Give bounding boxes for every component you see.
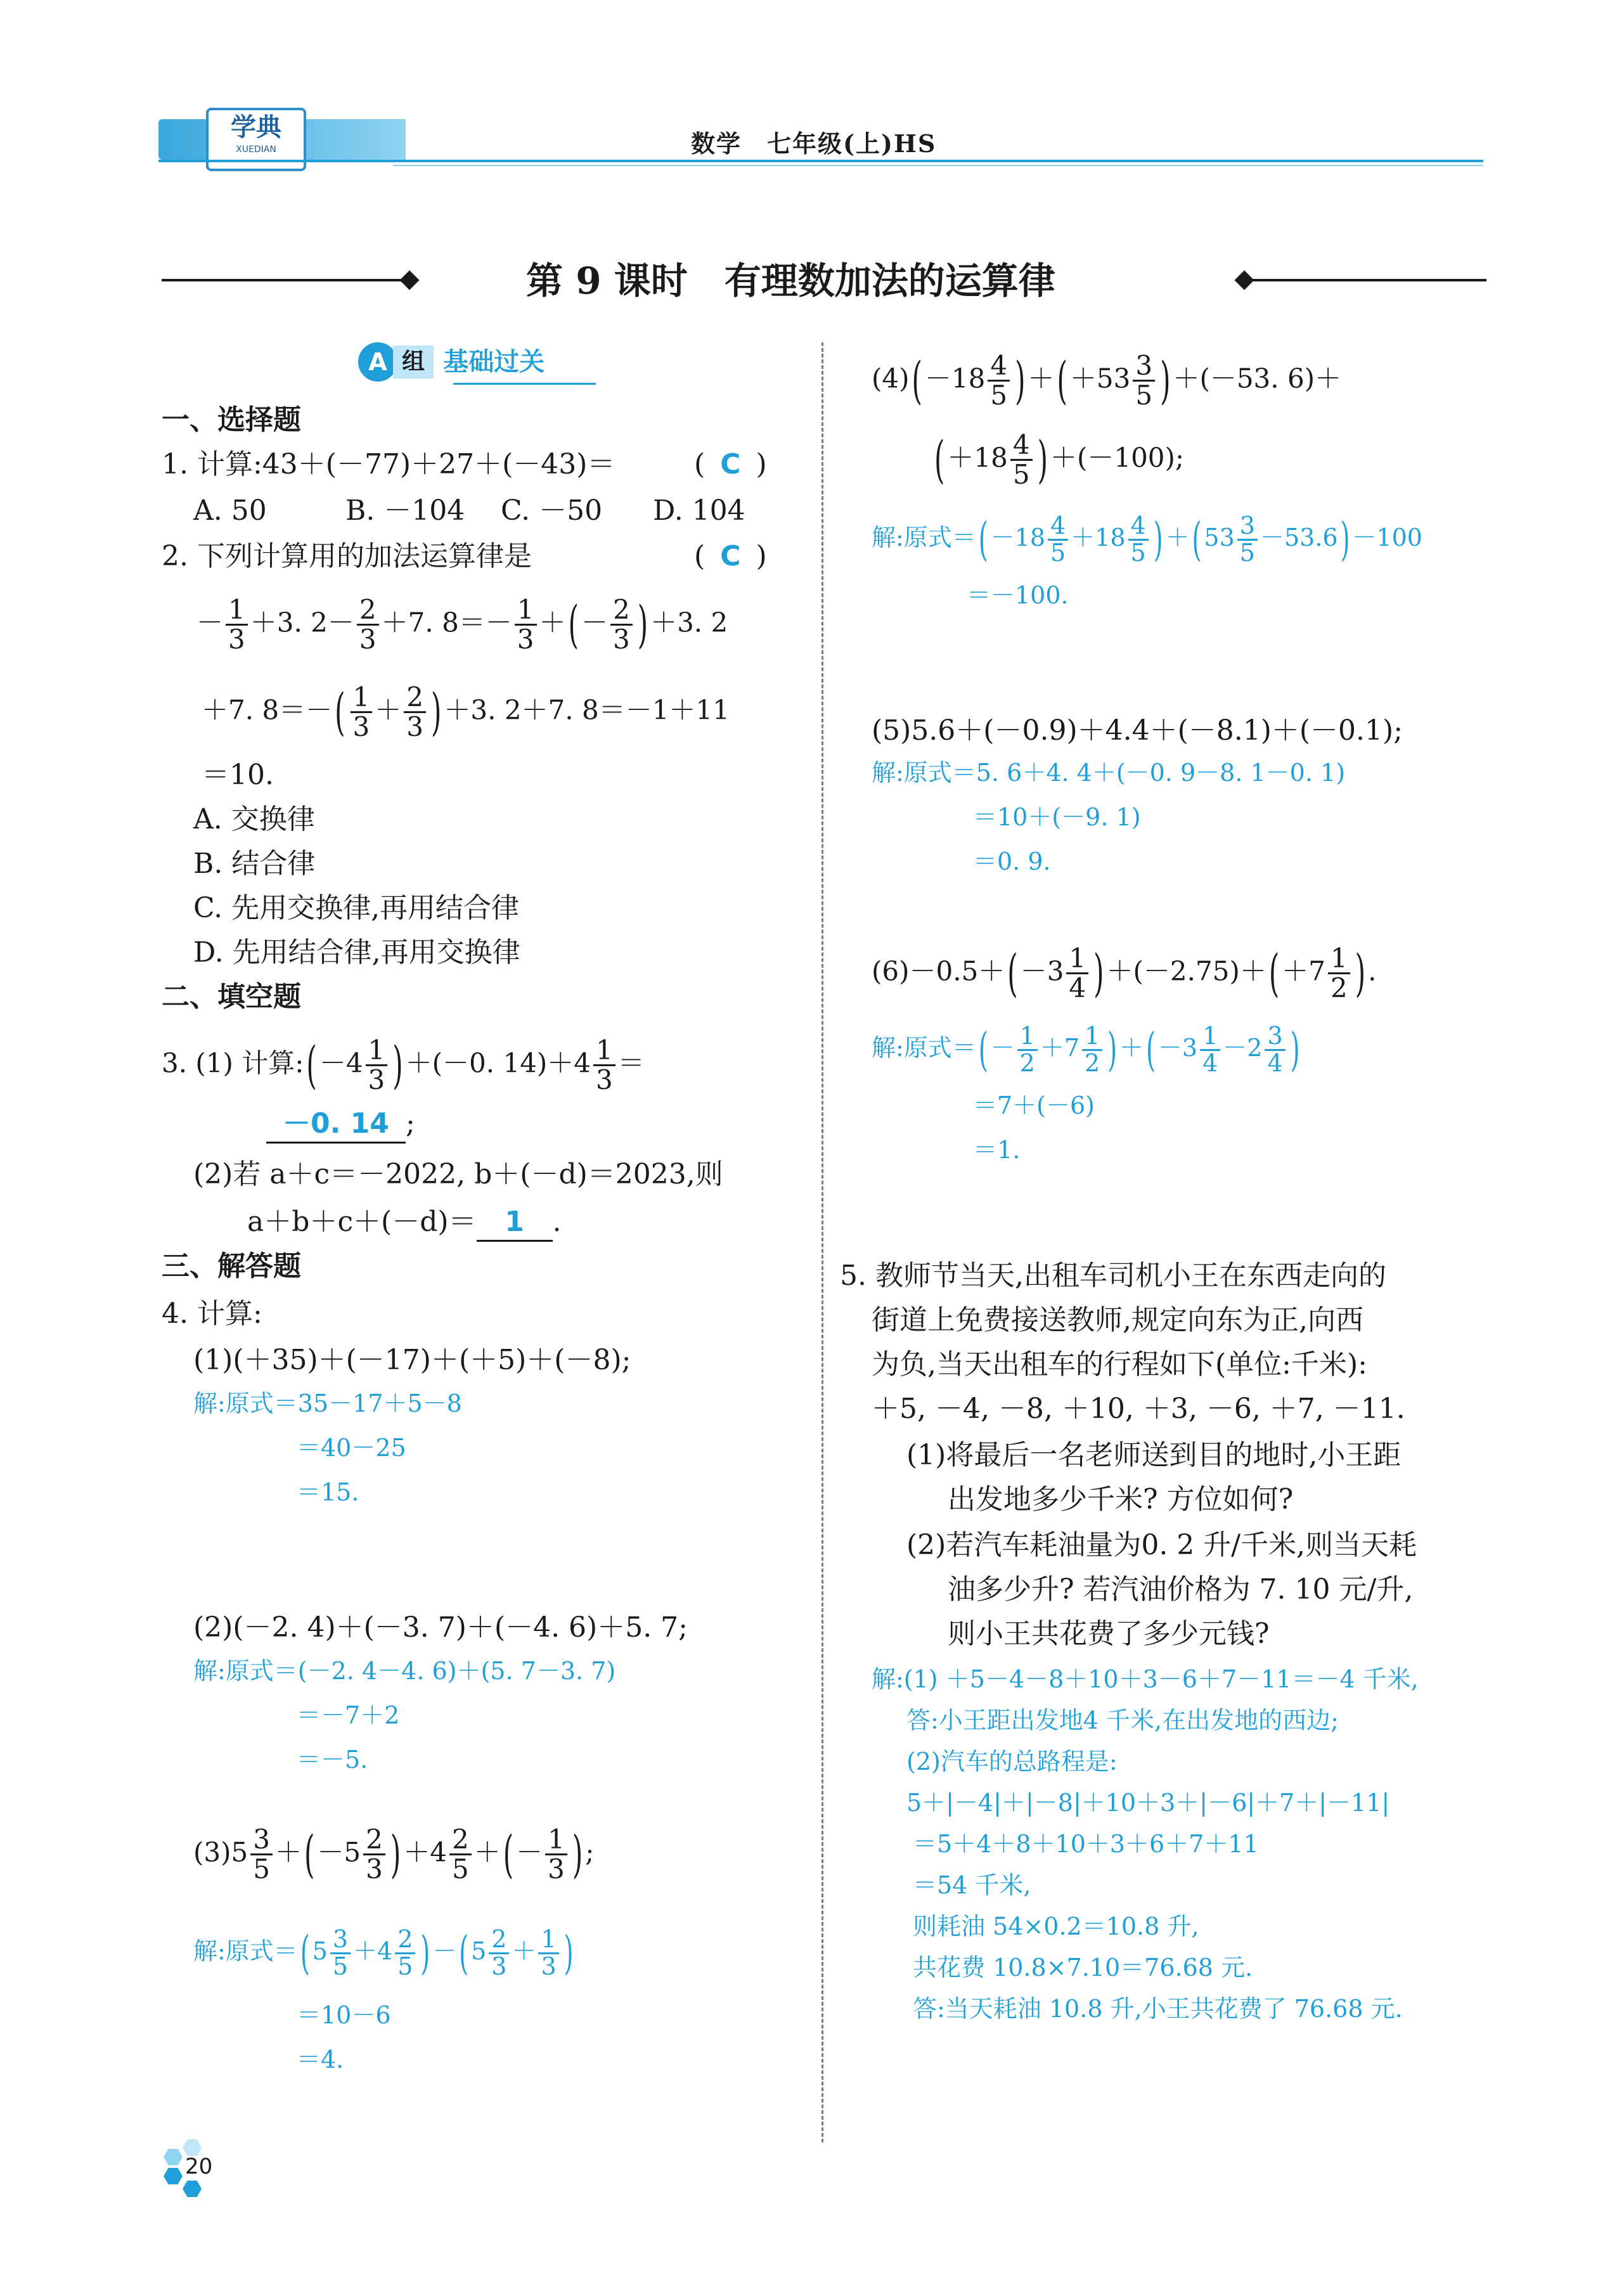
q4-part5-sol-1: 解:原式＝5. 6＋4. 4＋(－0. 9－8. 1－0. 1)	[872, 759, 1346, 787]
q5-sub1-1: (1)将最后一名老师送到目的地时,小王距	[906, 1439, 1402, 1471]
title-diamond-left	[399, 270, 419, 290]
q5-sol-7: 则耗油 54×0.2＝10.8 升,	[913, 1912, 1199, 1940]
q4-part3-sol-1: 解:原式＝ ( 5 $\frac{3}{5}$ ＋4 $\frac{2}{5}$ ) － ( 5 $\frac{2}{3}$ ＋ $\frac{1}{3}$ )	[193, 1925, 574, 1980]
q4-part5: (5)5.6＋(－0.9)＋4.4＋(－8.1)＋(－0.1);	[872, 714, 1403, 747]
q2-option-a: A. 交换律	[193, 803, 315, 835]
title-rule-left	[162, 279, 409, 281]
q2-expr-line1: － $\frac{1}{3}$ ＋3. 2－ $\frac{2}{3}$ ＋7. 8＝－ $\frac{1}{3}$ ＋(－ $\frac{2}{3}$ )＋3. 2	[197, 594, 728, 655]
q4-part2-sol-3: ＝－5.	[297, 1746, 368, 1774]
q1-option-c: C. －50	[501, 494, 603, 527]
q5-stem-3: 为负,当天出租车的行程如下(单位:千米):	[872, 1348, 1367, 1381]
q1-option-a: A. 50	[193, 494, 267, 527]
q5-sol-1: 解:(1) ＋5－4－8＋10＋3－6＋7－11＝－4 千米,	[872, 1665, 1419, 1693]
q5-sub2-2: 油多少升? 若汽油价格为 7. 10 元/升,	[948, 1573, 1414, 1606]
q4-part3-sol-2: ＝10－6	[297, 2001, 391, 2029]
logo: 学典 XUEDIAN	[206, 108, 306, 171]
q4-part6-sol-3: ＝1.	[973, 1136, 1021, 1164]
q4-part2-sol-2: ＝－7＋2	[297, 1701, 400, 1729]
group-badge: A 组 基础过关	[358, 342, 545, 380]
q5-sol-5: ＝5＋4＋8＋10＋3＋6＋7＋11	[913, 1830, 1259, 1858]
q2-option-b: B. 结合律	[193, 847, 316, 880]
q4-part1-sol-3: ＝15.	[297, 1478, 359, 1506]
page-number: 20	[185, 2154, 213, 2179]
q5-sol-2: 答:小王距出发地4 千米,在出发地的西边;	[906, 1706, 1339, 1734]
q4-part1-sol-1: 解:原式＝35－17＋5－8	[193, 1389, 462, 1417]
q5-sub2-1: (2)若汽车耗油量为0. 2 升/千米,则当天耗	[906, 1529, 1417, 1561]
title-rule-right	[1246, 279, 1486, 281]
q5-sol-4: 5＋|－4|＋|－8|＋10＋3＋|－6|＋7＋|－11|	[906, 1789, 1390, 1817]
q5-sol-3: (2)汽车的总路程是:	[906, 1748, 1118, 1776]
q4-part6-sol-2: ＝7＋(－6)	[973, 1092, 1095, 1119]
q1-option-b: B. －104	[345, 494, 465, 527]
hexagon-decoration-icon	[164, 2168, 183, 2184]
section-choice: 一、选择题	[162, 404, 301, 436]
q2-expr-line3: ＝10.	[202, 759, 274, 791]
hexagon-decoration-icon	[164, 2149, 183, 2165]
q4-stem: 4. 计算:	[162, 1298, 262, 1330]
q1-option-d: D. 104	[653, 494, 745, 527]
q4-part5-sol-3: ＝0. 9.	[973, 847, 1051, 875]
q4-part4-sol-2: ＝－100.	[967, 581, 1069, 609]
q4-part1: (1)(＋35)＋(－17)＋(＋5)＋(－8);	[193, 1344, 631, 1376]
q2-stem: 2. 下列计算用的加法运算律是	[162, 540, 532, 572]
q4-part3: (3)5 $\frac{3}{5}$ ＋(－5 $\frac{2}{3}$ )＋4 $\frac{2}{5}$ ＋(－ $\frac{1}{3}$ );	[193, 1824, 595, 1885]
q5-sub2-3: 则小王共花费了多少元钱?	[948, 1618, 1270, 1650]
q3-part1-answer: －0. 14 ;	[266, 1106, 415, 1144]
q4-part1-sol-2: ＝40－25	[297, 1434, 406, 1462]
q5-sol-9: 答:当天耗油 10.8 升,小王共花费了 76.68 元.	[913, 1995, 1403, 2023]
q2-expr-line2: ＋7. 8＝－( $\frac{1}{3}$ ＋ $\frac{2}{3}$ )＋3. 2＋7. 8＝－1＋11	[202, 681, 730, 743]
lesson-title: 第 9 课时 有理数加法的运算律	[526, 259, 1055, 302]
q4-part4-line1: (4)(－18 $\frac{4}{5}$ )＋(＋53 $\frac{3}{5}$ )＋(－53. 6)＋	[872, 350, 1342, 411]
q5-stem-1: 5. 教师节当天,出租车司机小王在东西走向的	[840, 1260, 1386, 1292]
q5-sub1-2: 出发地多少千米? 方位如何?	[948, 1483, 1294, 1516]
q2-option-c: C. 先用交换律,再用结合律	[193, 892, 520, 924]
q1-stem: 1. 计算:43＋(－77)＋27＋(－43)＝	[162, 448, 615, 480]
header-rule-light	[393, 165, 1483, 166]
q4-part2: (2)(－2. 4)＋(－3. 7)＋(－4. 6)＋5. 7;	[193, 1611, 688, 1644]
q4-part2-sol-1: 解:原式＝(－2. 4－4. 6)＋(5. 7－3. 7)	[193, 1657, 616, 1685]
q5-stem-4: ＋5, －4, －8, ＋10, ＋3, －6, ＋7, －11.	[872, 1393, 1405, 1425]
q1-answer-paren: ( C )	[694, 448, 767, 480]
q4-part3-sol-3: ＝4.	[297, 2046, 344, 2073]
q4-part6-sol-1: 解:原式＝ ( － $\frac{1}{2}$ ＋7 $\frac{1}{2}$ ) ＋ ( －3 $\frac{1}{4}$ －2 $\frac{3}{4}$ )	[872, 1022, 1300, 1077]
q3-part2-text: (2)若 a＋c＝－2022, b＋(－d)＝2023,则	[193, 1158, 723, 1190]
header-rule	[158, 160, 1483, 162]
q5-sol-8: 共花费 10.8×7.10＝76.68 元.	[913, 1954, 1253, 1982]
column-divider	[822, 342, 823, 2143]
q2-answer-paren: ( C )	[694, 540, 767, 572]
q5-sol-6: ＝54 千米,	[913, 1871, 1031, 1899]
q4-part6: (6)－0.5＋(－3 $\frac{1}{4}$ )＋(－2.75)＋(＋7 $\frac{1}{2}$ ).	[872, 943, 1377, 1004]
q3-part1: 3. (1) 计算:(－4 $\frac{1}{3}$ )＋(－0. 14)＋4 $\frac{1}{3}$ ＝	[162, 1034, 645, 1096]
q2-option-d: D. 先用结合律,再用交换律	[193, 936, 520, 969]
section-solve: 三、解答题	[162, 1250, 301, 1282]
q3-part2-expr: a＋b＋c＋(－d)＝ 1 .	[247, 1204, 562, 1242]
hexagon-decoration-icon	[183, 2181, 202, 2197]
q4-part5-sol-2: ＝10＋(－9. 1)	[973, 803, 1141, 831]
header-subject: 数学 七年级(上)HS	[691, 129, 937, 158]
q4-part4-line2: (＋18 $\frac{4}{5}$ )＋(－100);	[934, 429, 1185, 491]
q4-part4-sol-1: 解:原式＝ ( －18 $\frac{4}{5}$ ＋18 $\frac{4}{5}$ ) ＋ ( 53 $\frac{3}{5}$ －53.6 ) －100	[872, 512, 1422, 567]
q5-stem-2: 街道上免费接送教师,规定向东为正,向西	[872, 1304, 1363, 1336]
section-fill: 二、填空题	[162, 981, 301, 1013]
